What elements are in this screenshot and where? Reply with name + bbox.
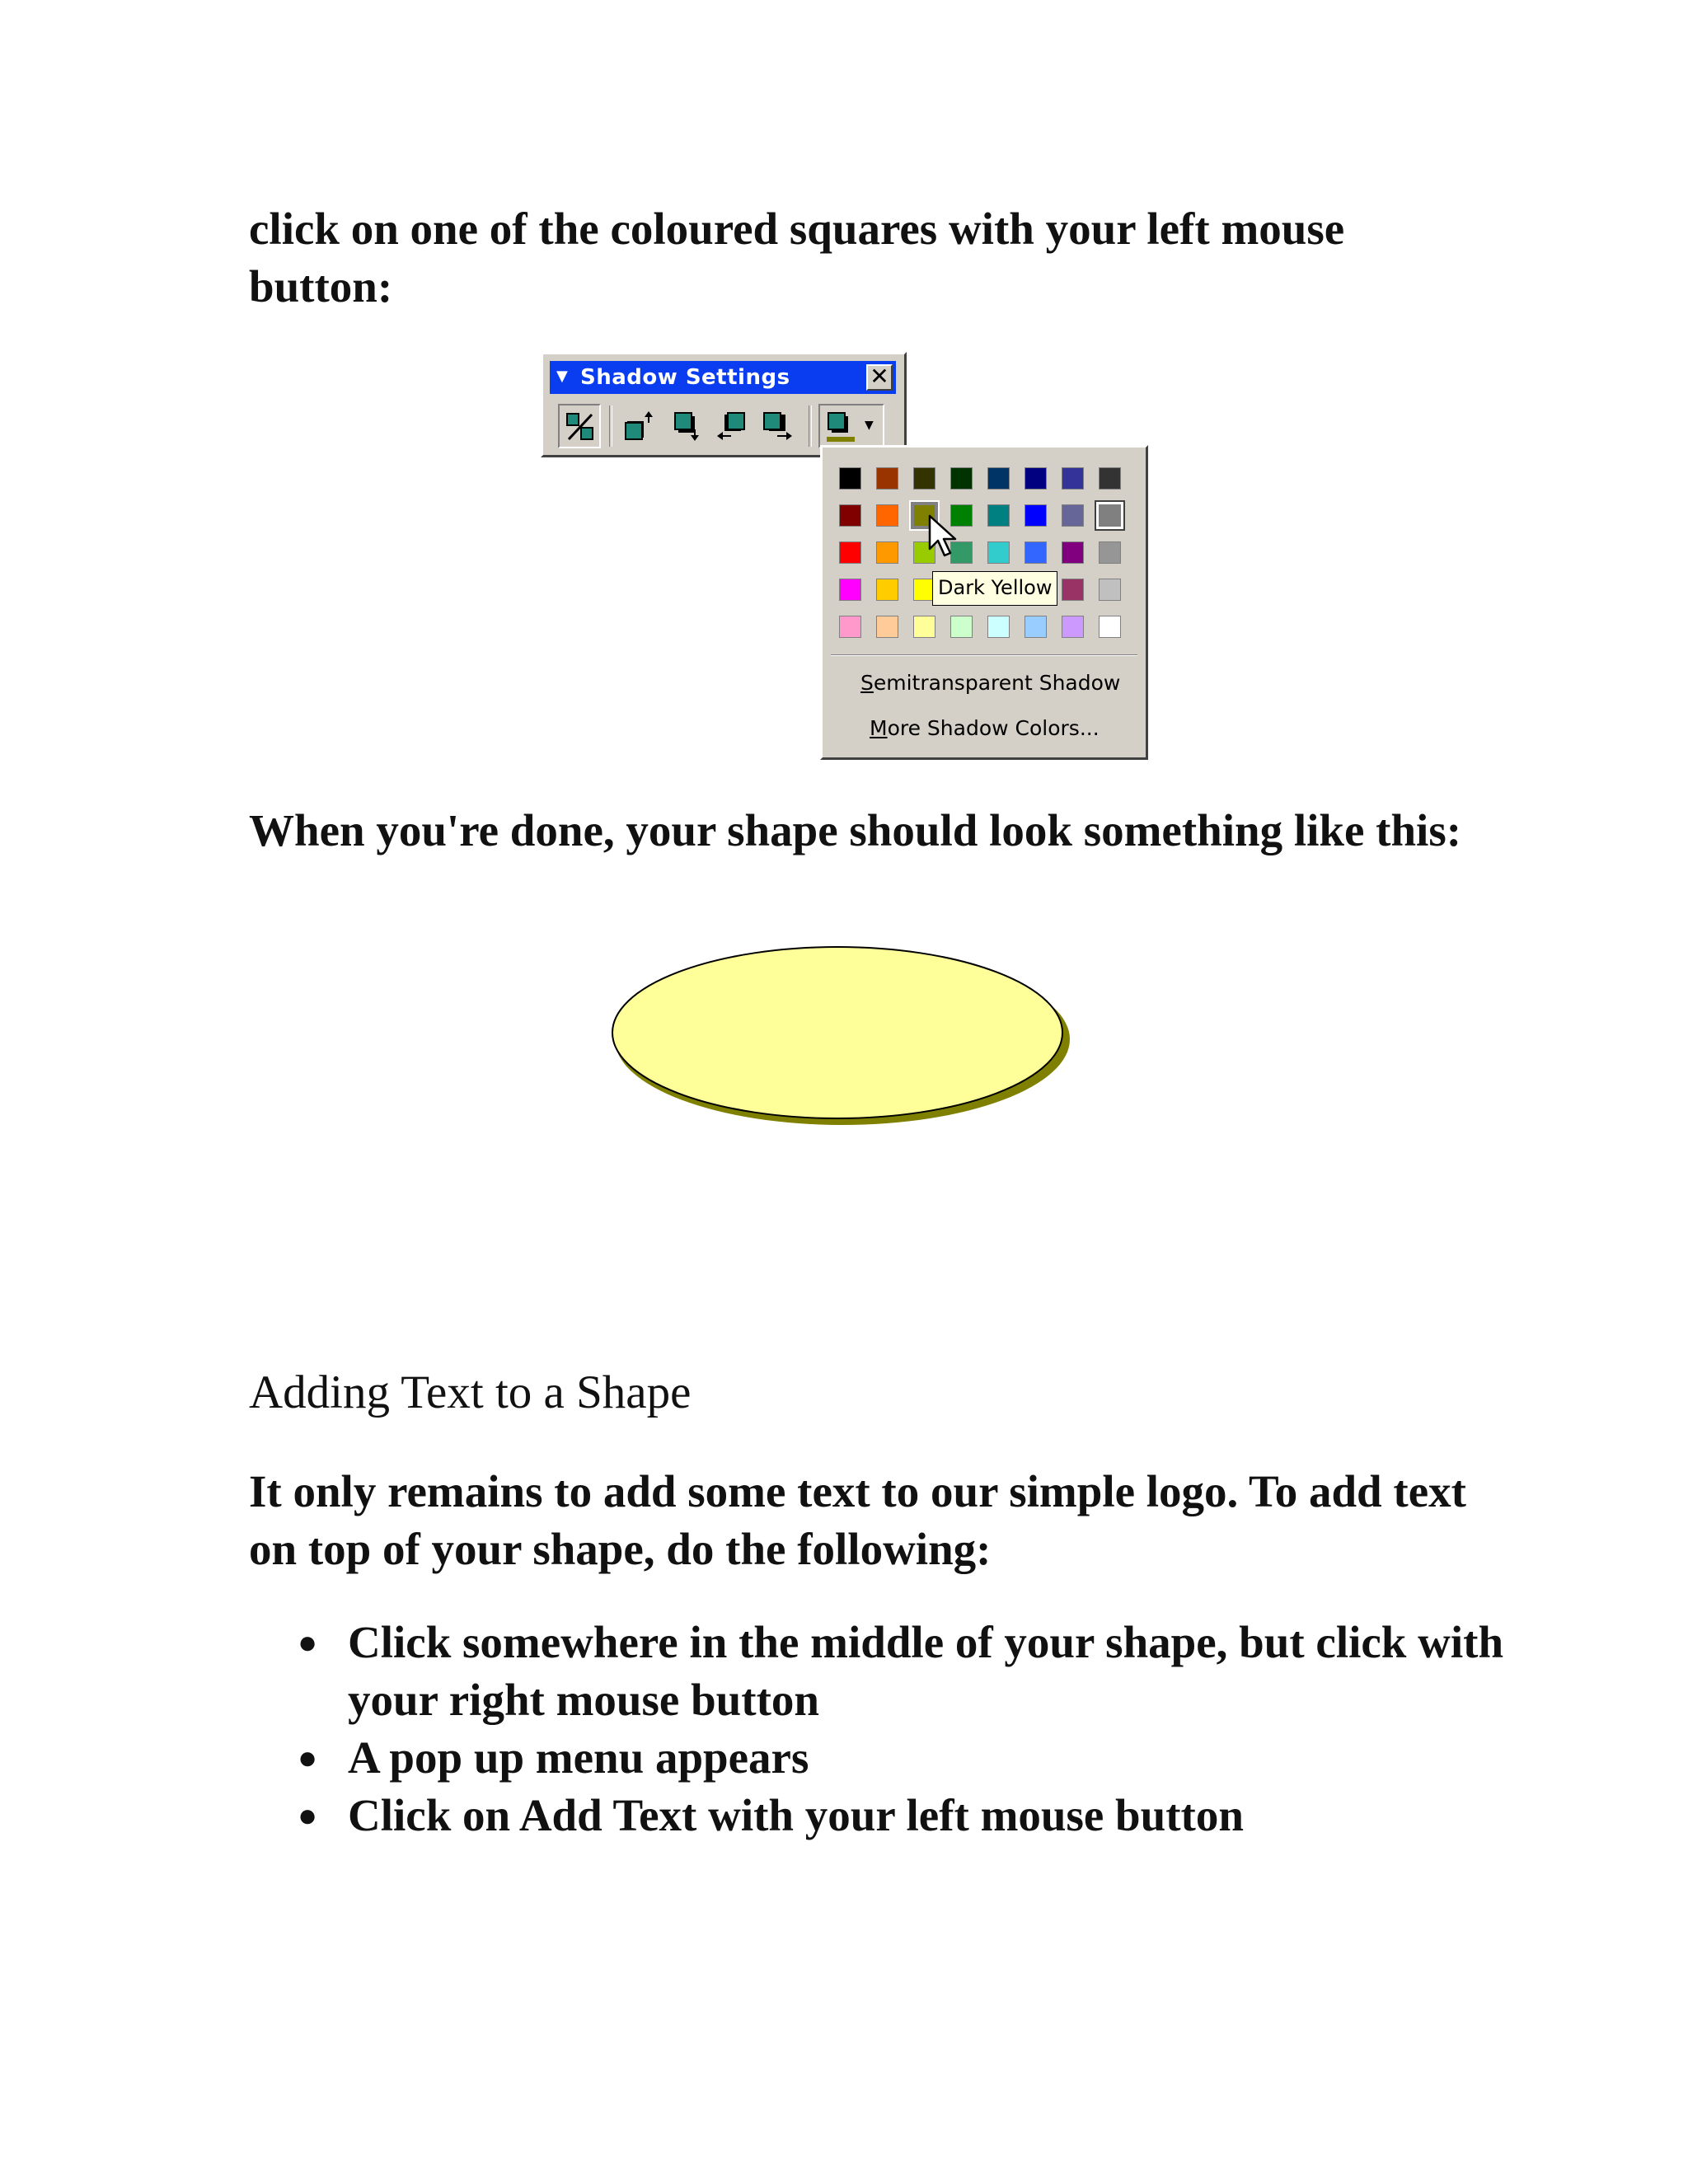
color-swatch[interactable]: [876, 616, 898, 638]
shadow-on-off-button[interactable]: [558, 404, 601, 448]
color-swatch[interactable]: [839, 541, 861, 564]
color-swatch[interactable]: [950, 616, 973, 638]
oval-fill: [612, 947, 1062, 1118]
nudge-shadow-down-icon: [670, 410, 703, 443]
instruction-list: [290, 1614, 1526, 1844]
tooltip: Dark Yellow: [932, 571, 1057, 606]
nudge-shadow-right-button[interactable]: [756, 404, 799, 448]
list-item-text: Click somewhere in the middle of your shape, but click with your right mouse button: [348, 1617, 1504, 1725]
chevron-down-icon[interactable]: ▼: [865, 419, 874, 432]
more-shadow-colors-menu-item[interactable]: [870, 715, 1100, 742]
color-swatch[interactable]: [1099, 579, 1121, 601]
intro-paragraph: It only remains to add some text to our simple logo. To add text on top of your shape, do the following:: [249, 1466, 1466, 1574]
toolbar-title-bar[interactable]: [550, 361, 896, 394]
nudge-shadow-left-button[interactable]: [711, 404, 754, 448]
toolbar-title: Shadow Settings: [580, 365, 790, 390]
list-item: [290, 1729, 1526, 1787]
color-swatch[interactable]: [1099, 467, 1121, 490]
semitransparent-shadow-menu-item[interactable]: [860, 670, 1120, 696]
toolbar-separator: [809, 405, 812, 447]
nudge-shadow-up-button[interactable]: [619, 404, 662, 448]
menu-accelerator-key: S: [860, 671, 874, 695]
list-item: [290, 1787, 1526, 1844]
color-swatch[interactable]: [876, 541, 898, 564]
menu-item-label: emitransparent Shadow: [873, 671, 1121, 695]
nudge-shadow-down-button[interactable]: [665, 404, 708, 448]
color-swatch[interactable]: [1025, 467, 1047, 490]
color-swatch[interactable]: [1062, 616, 1084, 638]
color-swatch[interactable]: [839, 467, 861, 490]
result-paragraph: When you're done, your shape should look something like this:: [249, 805, 1462, 855]
color-swatch[interactable]: [1099, 616, 1121, 638]
color-swatch[interactable]: [839, 579, 861, 601]
color-swatch[interactable]: [1062, 504, 1084, 527]
menu-item-label: ore Shadow Colors...: [887, 716, 1100, 740]
shadow-color-button[interactable]: [818, 404, 884, 448]
color-swatch[interactable]: [1025, 616, 1047, 638]
color-swatch[interactable]: [1099, 541, 1121, 564]
color-swatch[interactable]: [913, 467, 935, 490]
shadow-color-icon: [825, 411, 858, 444]
color-swatch[interactable]: [987, 504, 1010, 527]
menu-accelerator-key: M: [870, 716, 888, 740]
color-swatch[interactable]: [1062, 467, 1084, 490]
toolbar-close-button[interactable]: ✕: [866, 364, 893, 391]
shadow-settings-toolbar: [541, 352, 907, 457]
toolbar-separator: [609, 405, 612, 447]
shadow-on-off-icon: [565, 411, 596, 443]
list-item-text: Click on Add Text with your left mouse button: [348, 1790, 1244, 1840]
nudge-shadow-left-icon: [716, 410, 749, 443]
nudge-shadow-right-icon: [761, 410, 794, 443]
color-swatch[interactable]: [839, 504, 861, 527]
list-item: [290, 1614, 1526, 1729]
color-swatch[interactable]: [1025, 504, 1047, 527]
color-swatch[interactable]: [987, 467, 1010, 490]
color-swatch[interactable]: [1025, 541, 1047, 564]
list-item-text: A pop up menu appears: [348, 1732, 809, 1783]
color-swatch[interactable]: [1062, 579, 1084, 601]
yellow-oval-shape[interactable]: [610, 945, 1080, 1143]
color-swatch[interactable]: [876, 467, 898, 490]
bullet-icon: ●: [298, 1624, 318, 1661]
mouse-pointer-icon: [928, 514, 958, 559]
color-swatch[interactable]: [950, 467, 973, 490]
shadow-color-palette: [820, 445, 1148, 760]
color-swatch[interactable]: [987, 616, 1010, 638]
color-swatch[interactable]: [913, 616, 935, 638]
color-swatch[interactable]: [876, 504, 898, 527]
color-swatch[interactable]: [1062, 541, 1084, 564]
toolbar-options-arrow-icon[interactable]: ▼: [556, 368, 568, 385]
menu-separator: [831, 654, 1137, 656]
section-heading: Adding Text to a Shape: [249, 1366, 692, 1418]
color-swatch[interactable]: [839, 616, 861, 638]
instruction-paragraph: click on one of the coloured squares with your left mouse button:: [249, 204, 1345, 312]
bullet-icon: ●: [298, 1797, 318, 1834]
nudge-shadow-up-icon: [624, 410, 657, 443]
color-swatch[interactable]: [987, 541, 1010, 564]
color-swatch[interactable]: [1099, 504, 1121, 527]
color-swatch[interactable]: [876, 579, 898, 601]
bullet-icon: ●: [298, 1739, 318, 1776]
